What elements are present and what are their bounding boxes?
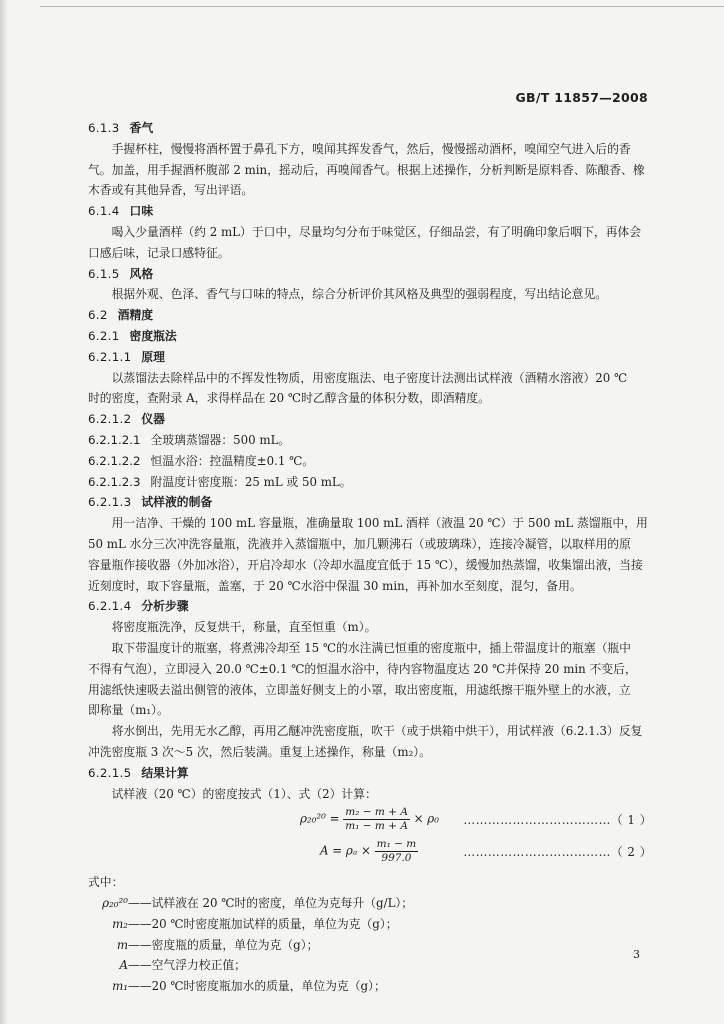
section-6-1-5-heading: 6.1.5 风格 [88,266,154,281]
section-6-2-1-4-heading: 6.2.1.4 分析步骤 [88,599,189,614]
definition-item: m₁——20 ℃时密度瓶加水的质量，单位为克（g）； [112,979,386,994]
equation-lhs: ρ₂₀²⁰ = [300,811,340,826]
equation-numerator: m₂ − m + A [345,806,408,819]
paragraph-line: 喝入少量酒样（约 2 mL）于口中，尽量均匀分布于味觉区，仔细品尝，有了明确印象后咽下，再体会 [111,224,642,239]
equation-1 [88,804,654,836]
paragraph-line: 手握杯柱，慢慢将酒杯置于鼻孔下方，嗅闻其挥发香气，然后，慢慢摇动酒杯，嗅闻空气进入后的香 [111,141,631,156]
paragraph-line: 将密度瓶洗净，反复烘干，称量，直至恒重（m）。 [111,620,377,635]
section-6-2-1-3-heading: 6.2.1.3 试样液的制备 [88,495,213,510]
equation-2 [88,836,654,868]
section-6-1-3-heading: 6.1.3 香气 [88,121,154,135]
section-6-2-1-heading: 6.2.1 密度瓶法 [88,328,177,343]
paragraph-line: 以蒸馏法去除样品中的不挥发性物质，用密度瓶法、电子密度计法测出试样液（酒精水溶液）20 ℃ [111,370,628,385]
list-item: 6.2.1.2.2 恒温水浴：控温精度±0.1 ℃。 [88,453,315,468]
section-6-2-heading: 6.2 酒精度 [88,308,154,323]
paragraph-line: 气。加盖，用手握酒杯腹部 2 min，摇动后，再嗅闻香气。根据上述操作，分析判断是原料香、陈酿香、橡 [88,162,645,177]
definition-item: m——密度瓶的质量，单位为克（g）； [116,937,319,952]
definition-item: ρ₂₀²⁰——试样液在 20 ℃时的密度，单位为克每升（g/L）； [102,896,414,911]
paragraph-line: 近刻度时，取下容量瓶，盖塞，于 20 ℃水浴中保温 30 min，再补加水至刻度，混匀，备用。 [88,578,582,593]
paragraph-line: 50 mL 水分三次冲洗容量瓶，洗液并入蒸馏瓶中，加几颗沸石（或玻璃珠），连接冷凝管，以取样用的原 [88,536,631,551]
paragraph-line: 木香或有其他异香，写出评语。 [88,183,254,198]
list-item: 6.2.1.2.3 附温度计密度瓶：25 mL 或 50 mL。 [88,474,352,489]
scan-shadow [0,0,8,1024]
paragraph-line: 冲洗密度瓶 3 次～5 次，然后装满。重复上述操作，称量（m₂）。 [88,744,431,759]
equation-denominator: m₁ − m + A [345,820,408,833]
document-code: GB/T 11857—2008 [515,90,648,105]
paragraph-line: 根据外观、色泽、香气与口味的特点，综合分析评价其风格及典型的强弱程度，写出结论意见。 [111,287,608,302]
paragraph-line: 口感后味，记录口感特征。 [88,245,230,260]
paragraph-line: 即称量（m₁）。 [88,703,169,718]
definition-item: m₂——20 ℃时密度瓶加试样的质量，单位为克（g）； [112,916,398,931]
equation-lhs: A = ρₐ × [320,843,371,858]
where-intro: 式中： [88,875,124,890]
paragraph-line: 用一洁净、干燥的 100 mL 容量瓶，准确量取 100 mL 酒样（液温 20 ℃）于 500 mL 蒸馏瓶中，用 [111,516,648,531]
equation-numerator: m₁ − m [376,838,417,851]
paragraph-line: 取下带温度计的瓶塞，将煮沸冷却至 15 ℃的水注满已恒重的密度瓶中，插上带温度计的瓶塞（瓶中 [111,640,631,655]
paragraph-line: 将水倒出，先用无水乙醇，再用乙醚冲洗密度瓶，吹干（或于烘箱中烘干），用试样液（6.2.1.3）反复 [111,724,643,739]
equation-denominator: 997.0 [381,852,412,865]
header-rule [40,6,724,7]
section-6-1-4-heading: 6.1.4 口味 [88,204,154,219]
list-item: 6.2.1.2.1 全玻璃蒸馏器：500 mL。 [88,432,291,447]
paragraph-line: 时的密度，查附录 A，求得样品在 20 ℃时乙醇含量的体积分数，即酒精度。 [88,391,490,406]
section-6-2-1-1-heading: 6.2.1.1 原理 [88,349,165,364]
equation-number: ………………………………（ 1 ） [463,813,652,828]
section-6-2-1-2-heading: 6.2.1.2 仪器 [88,412,165,427]
equation-number: ………………………………（ 2 ） [463,845,652,860]
paragraph-line: 容量瓶作接收器（外加冰浴），开启冷却水（冷却水温度宜低于 15 ℃），缓慢加热蒸馏，收集馏出液，当接 [88,557,643,572]
section-6-2-1-5-heading: 6.2.1.5 结果计算 [88,765,189,780]
page-body [88,118,654,997]
page-number: 3 [633,948,640,961]
equation-tail: × ρ₀ [413,811,439,826]
equation-fraction [343,806,410,833]
equation-fraction [375,838,419,865]
definition-item: A——空气浮力校正值； [119,958,246,973]
paragraph-line: 试样液（20 ℃）的密度按式（1）、式（2）计算： [111,786,377,801]
paragraph-line: 用滤纸快速吸去溢出侧管的液体，立即盖好侧支上的小罩，取出密度瓶，用滤纸擦干瓶外壁上的水液，立 [88,682,631,697]
paragraph-line: 不得有气泡），立即浸入 20.0 ℃±0.1 ℃的恒温水浴中，待内容物温度达 20 ℃并保持 20 min 不变后， [88,661,637,676]
